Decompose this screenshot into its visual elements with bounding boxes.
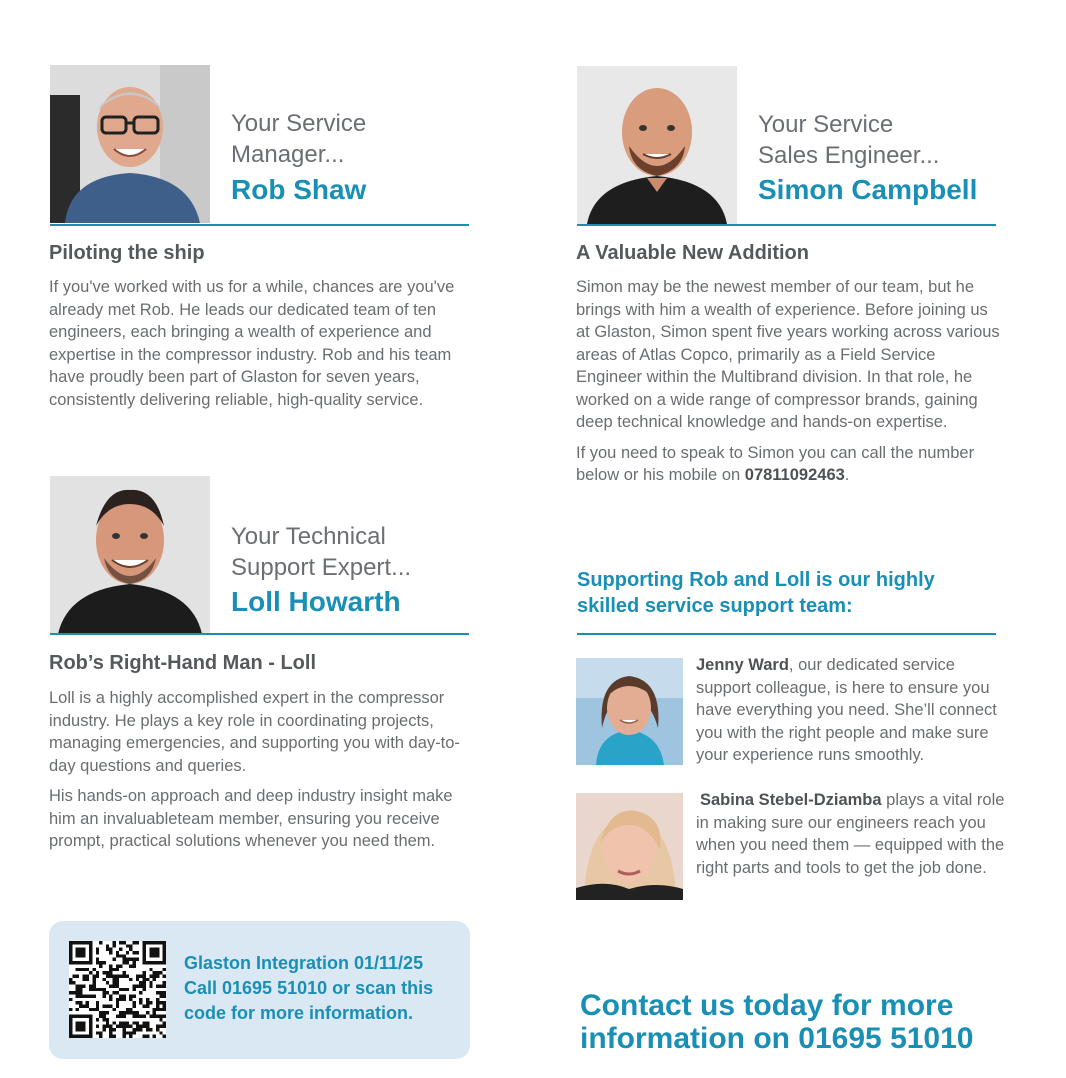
simon-role-line2: Sales Engineer... [758, 142, 940, 169]
contact-line1: Contact us today for more [580, 989, 954, 1022]
loll-howarth-photo [50, 476, 210, 634]
qr-panel-line3: code for more information. [184, 1003, 414, 1023]
sabina-stebel-dziamba-text: plays a vital role in making sure our engineers reach you when you need them — equipped with the right parts and tools to get the job done. [696, 791, 1005, 877]
simon-bio-paragraph-2 [576, 442, 1001, 487]
sabina-stebel-dziamba-photo [576, 793, 683, 900]
simon-divider [577, 224, 996, 226]
simon-campbell-photo [577, 66, 737, 224]
qr-code-icon[interactable] [69, 941, 166, 1038]
simon-role-line1: Your Service [758, 111, 894, 138]
rob-subhead: Piloting the ship [49, 242, 205, 264]
jenny-ward-photo [576, 658, 683, 765]
rob-name: Rob Shaw [231, 174, 367, 205]
rob-shaw-photo [50, 65, 210, 223]
rob-divider [50, 224, 469, 226]
rob-role-line2: Manager... [231, 141, 345, 168]
loll-bio-paragraph-1: Loll is a highly accomplished expert in the compressor industry. He plays a key role in coordinating projects, managing emergencies, and supporting you with day-to-day questions and queries. [49, 689, 460, 775]
rob-role-line1: Your Service [231, 110, 367, 137]
contact-callout [580, 989, 974, 1055]
simon-bio [576, 276, 1001, 495]
loll-divider [50, 633, 469, 635]
loll-bio-paragraph-2: His hands-on approach and deep industry insight make him an invaluableteam member, ensuring you receive prompt, practical solutions whenever you need them. [49, 787, 453, 850]
rob-bio [49, 276, 469, 419]
qr-info-panel [49, 921, 470, 1059]
loll-name: Loll Howarth [231, 586, 401, 617]
loll-subhead: Rob’s Right-Hand Man - Loll [49, 652, 317, 674]
loll-bio [49, 687, 474, 861]
support-divider [577, 633, 996, 635]
sabina-stebel-dziamba-bio [696, 789, 1008, 879]
jenny-ward-bio [696, 654, 1008, 767]
loll-role-line2: Support Expert... [231, 554, 412, 581]
rob-role [231, 108, 366, 170]
simon-mobile-number: 07811092463 [744, 466, 845, 484]
simon-call-suffix: . [844, 466, 850, 484]
contact-line2: information on 01695 51010 [580, 1022, 974, 1055]
simon-role [758, 109, 939, 171]
simon-subhead: A Valuable New Addition [576, 242, 809, 264]
qr-panel-text [184, 951, 433, 1026]
rob-bio-paragraph: If you've worked with us for a while, chances are you've already met Rob. He leads our dedicated team of ten engineers, each bringing a wealth of experience and expertise in the compressor industry. Rob and his team have proudly been part of Glaston for seven years, consistently delivering reliable, high-quality service. [49, 278, 455, 409]
sabina-stebel-dziamba-name: Sabina Stebel-Dziamba [700, 791, 882, 809]
simon-name: Simon Campbell [758, 174, 978, 205]
jenny-ward-name: Jenny Ward [696, 656, 789, 674]
qr-panel-line2: Call 01695 51010 or scan this [184, 978, 434, 998]
jenny-ward-text: , our dedicated service support colleague, is here to ensure you have everything you need. She’ll connect you with the right people and make sure your experience runs smoothly. [696, 656, 997, 764]
loll-role [231, 521, 411, 583]
qr-panel-line1: Glaston Integration 01/11/25 [184, 953, 424, 973]
simon-bio-paragraph-1: Simon may be the newest member of our team, but he brings with him a wealth of experience. Before joining us at Glaston, Simon spent five years working across various areas of Atlas Copco, primarily as a Field Service Engineer within the Multibrand division. In that role, he worked on a wide range of compressor brands, gaining deep technical knowledge and hands-on expertise. [576, 278, 1000, 431]
simon-call-text: If you need to speak to Simon you can call the number below or his mobile on [576, 443, 975, 484]
loll-role-line1: Your Technical [231, 523, 386, 550]
support-team-title: Supporting Rob and Loll is our highly skilled service support team: [577, 569, 935, 617]
